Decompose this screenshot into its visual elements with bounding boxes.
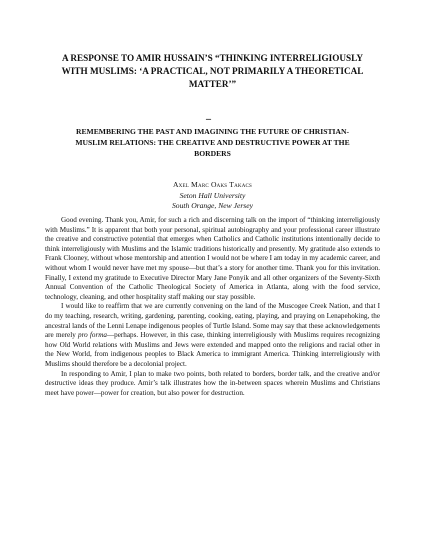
paragraph-text: Good evening. Thank you, Amir, for such a rich and discerning talk on the import of “thinking interreligiously with Muslims.” It is apparent that both your personal, spiritual autobiography and your professional career illustrate the creative and constructive potential that emerges when Catholics and Catholic institutions intentionally decide to think interreligiously with Muslims and the Islamic traditions historically and presently. My gratitude also extends to Frank Clooney, without whose mentorship and attention I would not be where I am today in my academic career, and without whom I would never have met my spouse—but that’s a story for another time. Thank you for this invitation. Finally, I extend my gratitude to Executive Director Mary Jane Ponyik and all other organizers of the Seventy-Sixth Annual Convention of the Catholic Theological Society of America in Atlanta, along with the food service, technology, cleaning, and other hospitality staff making our stay possible. <box>45 216 380 301</box>
body-paragraph <box>45 216 380 302</box>
paragraph-text: I would like to reaffirm that we are currently convening on the land of the Muscogee Creek Nation, and that I do my teaching, research, writing, gardening, parenting, cooking, eating, playing, and praying on Lenapehoking, the ancestral lands of the Lenni Lenape indigenous peoples of Turtle Island. Some may say that these acknowledgements are merely <box>45 302 380 340</box>
paragraph-text: In responding to Amir, I plan to make two points, both related to borders, border talk, and the creative and/or destructive ideas they produce. Amir’s talk illustrates how the in-between spaces wherein Muslims and Christians meet have power—power for creation, but also power for destruction. <box>45 369 380 397</box>
paragraph-emphasis: pro forma <box>78 331 107 340</box>
author-institution: Seton Hall University <box>179 190 246 200</box>
author-name: Axel Marc Oaks Takacs <box>172 180 253 189</box>
title-separator: – <box>206 114 211 125</box>
article-body <box>45 216 380 398</box>
article-subtitle: REMEMBERING THE PAST AND IMAGINING THE FUTURE OF CHRISTIAN-MUSLIM RELATIONS: THE CREATIVE AND DESTRUCTIVE POWER AT THE BORDERS <box>75 127 350 158</box>
article-title: A RESPONSE TO AMIR HUSSAIN’S “THINKING INTERRELIGIOUSLY WITH MUSLIMS: ‘A PRACTICAL, NOT PRIMARILY A THEORETICAL MATTER’” <box>61 53 364 89</box>
paragraph-text: —perhaps. However, in this case, thinking interreligiously with Muslims requires recognizing how Old World relations with Muslims and Jews were extended and mapped onto the religions and racial other in the New World, from indigenous peoples to Black America to immigrant America. Thinking interreligiously with Muslims should therefore be a decolonial project. <box>45 331 380 368</box>
author-location: South Orange, New Jersey <box>172 201 253 210</box>
body-paragraph <box>45 370 380 399</box>
author-block <box>80 180 345 212</box>
body-paragraph <box>45 302 380 369</box>
